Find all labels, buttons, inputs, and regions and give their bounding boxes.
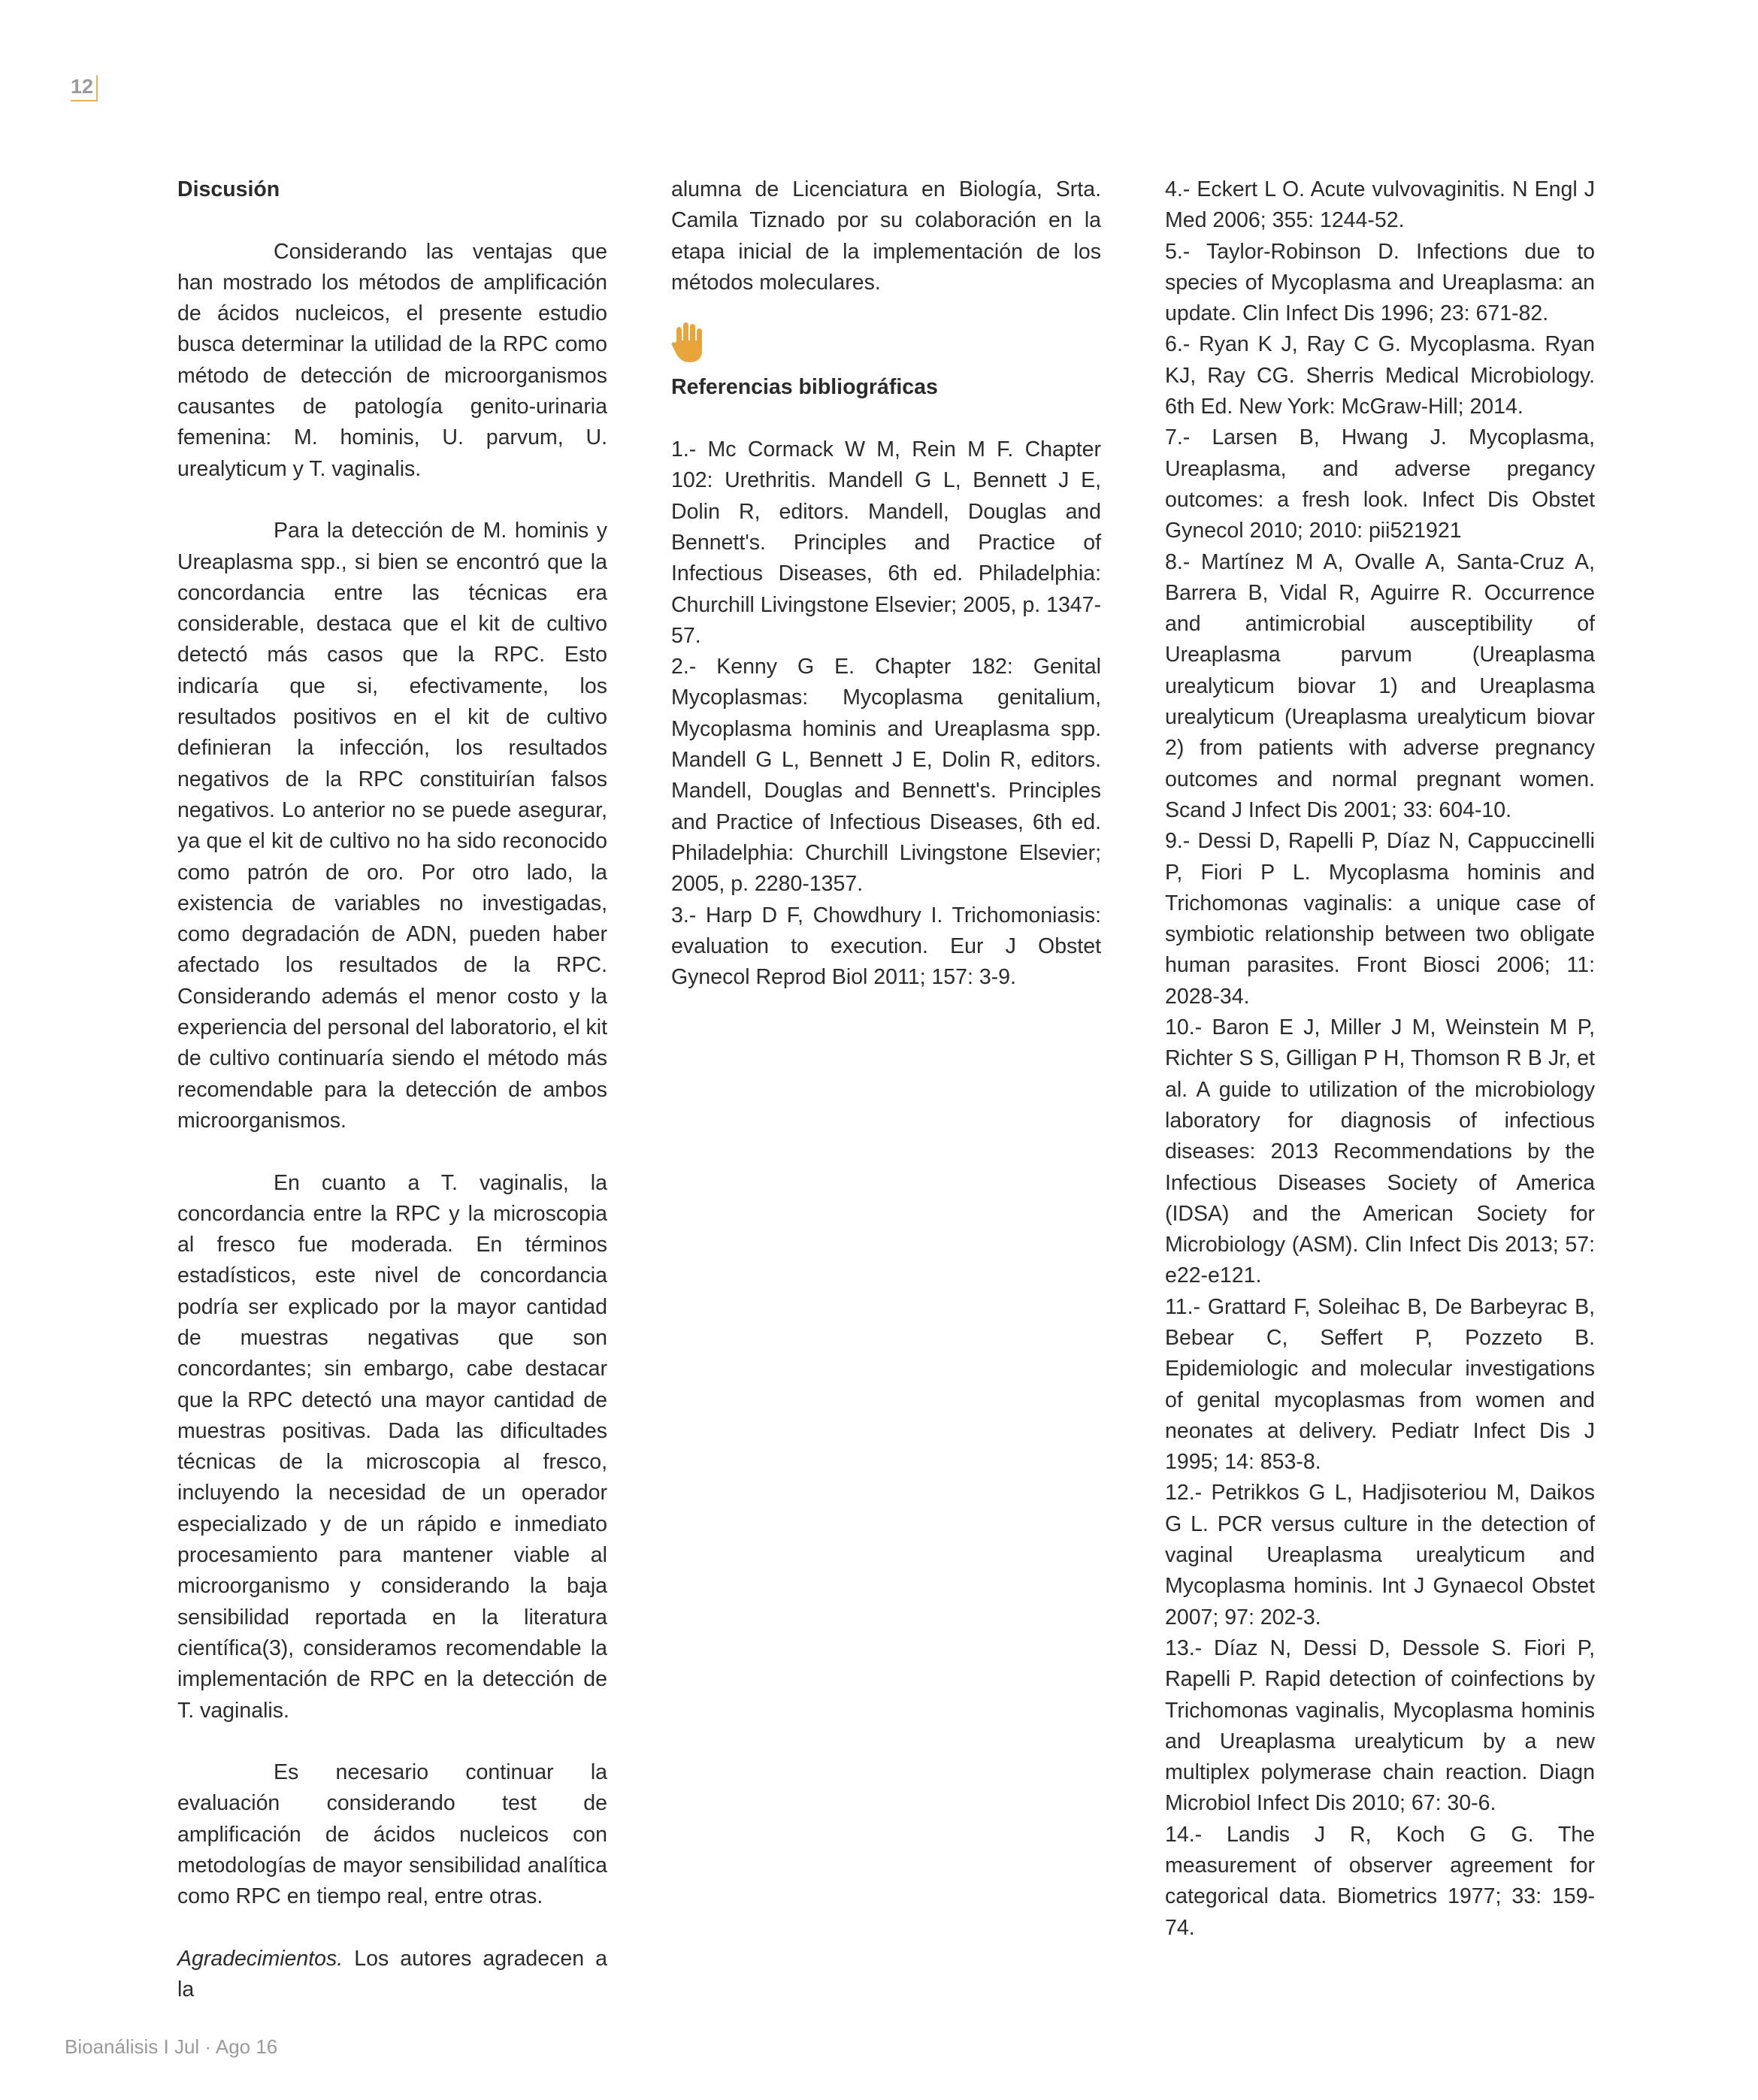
reference-item: 7.- Larsen B, Hwang J. Mycoplasma, Ureaplasma, and adverse pregancy outcomes: a fresh look. Infect Dis Obstet Gynecol 2010; 2010: pii521921 [1165,425,1595,543]
reference-item: 5.- Taylor-Robinson D. Infections due to species of Mycoplasma and Ureaplasma: an update. Clin Infect Dis 1996; 23: 671-82. [1165,239,1595,326]
reference-item: 9.- Dessi D, Rapelli P, Díaz N, Cappuccinelli P, Fiori P L. Mycoplasma hominis and Trichomonas vaginalis: a unique case of symbiotic relationship between two obligate human parasites. Front Biosci 2006; 11: 2028-34. [1165,829,1595,1009]
discussion-paragraph-4: Es necesario continuar la evaluación considerando test de amplificación de ácidos nucleicos con metodologías de mayor sensibilidad analítica como RPC en tiempo real, entre otras. [177,1760,607,1909]
discussion-paragraph-3: En cuanto a T. vaginalis, la concordancia entre la RPC y la microscopia al fresco fue moderada. En términos estadísticos, este nivel de concordancia podría ser explicado por la mayor cantidad de muestras negativas que son concordantes; sin embargo, cabe destacar que la RPC detectó una mayor cantidad de muestras positivas. Dada las dificultades técnicas de la microscopia al fresco, incluyendo la necesidad de un operador especializado y de un rápido e inmediato procesamiento para mantener viable al microorganismo y considerando la baja sensibilidad reportada en la literatura científica(3), consideramos recomendable la implementación de RPC en la detección de T. vaginalis. [177,1170,607,1723]
section-heading-discussion: Discusión [177,177,280,201]
page-number: 12 [71,75,98,101]
reference-item: 13.- Díaz N, Dessi D, Dessole S. Fiori P, Rapelli P. Rapid detection of coinfections by Trichomonas vaginalis, Mycoplasma hominis and Ureaplasma urealyticum by a new multiplex polymerase chain reaction. Diagn Microbiol Infect Dis 2010; 67: 30-6. [1165,1636,1595,1816]
page-footer: Bioanálisis I Jul · Ago 16 [65,2035,278,2058]
reference-item: 4.- Eckert L O. Acute vulvovaginitis. N Engl J Med 2006; 355: 1244-52. [1165,177,1595,233]
acknowledgements-continued: alumna de Licenciatura en Biología, Srta. Camila Tiznado por su colaboración en la etapa inicial de la implementación de los métodos moleculares. [671,177,1101,295]
column-1 [177,174,607,2006]
reference-item: 3.- Harp D F, Chowdhury I. Trichomoniasis: evaluation to execution. Eur J Obstet Gynecol Reprod Biol 2011; 157: 3-9. [671,903,1101,990]
reference-item: 8.- Martínez M A, Ovalle A, Santa-Cruz A, Barrera B, Vidal R, Aguirre R. Occurrence and antimicrobial ausceptibility of Ureaplasma parvum (Ureaplasma urealyticum biovar 1) and Ureaplasma urealyticum (Ureaplasma urealyticum biovar 2) from patients with adverse pregnancy outcomes and normal pregnant women. Scand J Infect Dis 2001; 33: 604-10. [1165,549,1595,822]
reference-item: 6.- Ryan K J, Ray C G. Mycoplasma. Ryan KJ, Ray CG. Sherris Medical Microbiology. 6th Ed. New York: McGraw-Hill; 2014. [1165,332,1595,419]
discussion-paragraph-2: Para la detección de M. hominis y Ureaplasma spp., si bien se encontró que la concordancia entre las técnicas era considerable, destaca que el kit de cultivo detectó más casos que la RPC. Esto indicaría que si, efectivamente, los resultados positivos en el kit de cultivo definieran la infección, los resultados negativos de la RPC constituirían falsos negativos. Lo anterior no se puede asegurar, ya que el kit de cultivo no ha sido reconocido como patrón de oro. Por otro lado, la existencia de variables no investigadas, como degradación de ADN, pueden haber afectado los resultados de la RPC. Considerando además el menor costo y la experiencia del personal del laboratorio, el kit de cultivo continuaría siendo el método más recomendable para la detección de ambos microorganismos. [177,519,607,1133]
column-2 [671,174,1101,993]
reference-item: 10.- Baron E J, Miller J M, Weinstein M P, Richter S S, Gilligan P H, Thomson R B Jr, et al. A guide to utilization of the microbiology laboratory for diagnosis of infectious diseases: 2013 Recommendations by the Infectious Diseases Society of America (IDSA) and the American Society for Microbiology (ASM). Clin Infect Dis 2013; 57: e22-e121. [1165,1015,1595,1288]
reference-item: 12.- Petrikkos G L, Hadjisoteriou M, Daikos G L. PCR versus culture in the detection of vaginal Ureaplasma urealyticum and Mycoplasma hominis. Int J Gynaecol Obstet 2007; 97: 202-3. [1165,1481,1595,1629]
column-3 [1165,174,1595,1944]
reference-item: 2.- Kenny G E. Chapter 182: Genital Mycoplasmas: Mycoplasma genitalium, Mycoplasma hominis and Ureaplasma spp. Mandell G L, Bennett J E, Dolin R, editors. Mandell, Douglas and Bennett's. Principles and Practice of Infectious Diseases, 6th ed. Philadelphia: Churchill Livingstone Elsevier; 2005, p. 2280-1357. [671,655,1101,897]
reference-item: 14.- Landis J R, Koch G G. The measurement of observer agreement for categorical data. Biometrics 1977; 33: 159-74. [1165,1822,1595,1940]
discussion-paragraph-1: Considerando las ventajas que han mostrado los métodos de amplificación de ácidos nucleicos, el presente estudio busca determinar la utilidad de la RPC como método de detección de microorganismos causantes de patología genito-urinaria femenina: M. hominis, U. parvum, U. urealyticum y T. vaginalis. [177,239,607,481]
hand-icon [671,321,706,363]
reference-item: 1.- Mc Cormack W M, Rein M F. Chapter 102: Urethritis. Mandell G L, Bennett J E, Dolin R, editors. Mandell, Douglas and Bennett's. Principles and Practice of Infectious Diseases, 6th ed. Philadelphia: Churchill Livingstone Elsevier; 2005, p. 1347-57. [671,437,1101,648]
section-heading-references: Referencias bibliográficas [671,375,938,400]
reference-item: 11.- Grattard F, Soleihac B, De Barbeyrac B, Bebear C, Seffert P, Pozzeto B. Epidemiologic and molecular investigations of genital mycoplasmas from women and neonates at delivery. Pediatr Infect Dis J 1995; 14: 853-8. [1165,1294,1595,1475]
acknowledgements-text: Los autores agradecen a la [177,1946,607,2002]
acknowledgements-label: Agradecimientos. [177,1946,343,1971]
acknowledgements [177,1944,607,2006]
